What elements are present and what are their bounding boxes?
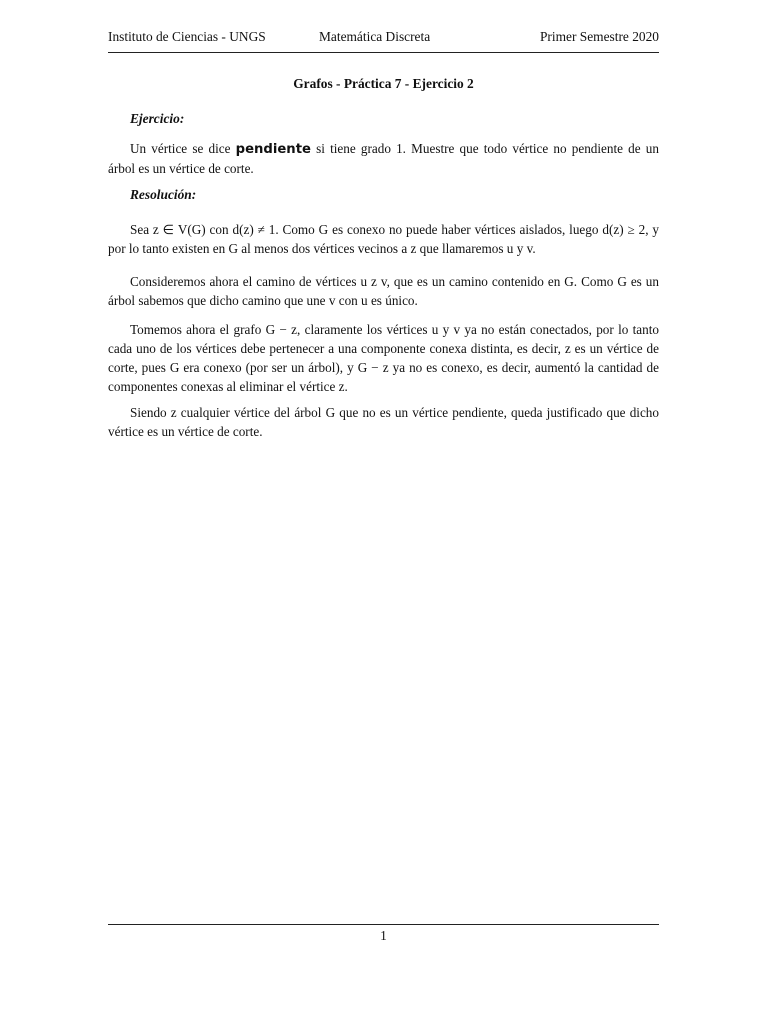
footer-rule	[108, 924, 659, 925]
exercise-bold-term: pendiente	[235, 142, 311, 157]
exercise-text-before: Un vértice se dice	[130, 141, 236, 156]
document-page	[108, 0, 659, 1024]
running-header	[108, 29, 659, 51]
header-semester: Primer Semestre 2020	[539, 29, 659, 44]
header-institution: Instituto de Ciencias - UNGS	[108, 29, 266, 44]
resolution-paragraph-1: Sea z ∈ V(G) con d(z) ≠ 1. Como G es conexo no puede haber vértices aislados, luego d(z) ≥ 2, y por lo tanto existen en G al menos dos vértices vecinos a z que llamaremos u y v.	[108, 222, 659, 256]
resolution-paragraph-2: Consideremos ahora el camino de vértices u z v, que es un camino contenido en G. Como G es un árbol sabemos que dicho camino que une v con u es único.	[108, 274, 659, 308]
page-number: 1	[380, 928, 387, 943]
header-rule	[108, 52, 659, 53]
resolution-paragraph-4: Siendo z cualquier vértice del árbol G que no es un vértice pendiente, queda justificado que dicho vértice es un vértice de corte.	[108, 405, 659, 439]
exercise-statement	[108, 139, 659, 178]
exercise-text-after: si tiene grado 1. Muestre que todo vértice no pendiente de un árbol es un vértice de corte.	[108, 141, 659, 176]
document-title: Grafos - Práctica 7 - Ejercicio 2	[293, 76, 474, 91]
resolution-paragraph-3: Tomemos ahora el grafo G − z, claramente los vértices u y v ya no están conectados, por lo tanto cada uno de los vértices debe pertenecer a una componente conexa distinta, es decir, z es un vértice de corte, pues G era conexo (por ser un árbol), y G − z ya no es conexo, es decir, aumentó la cantidad de componentes conexas al eliminar el vértice z.	[108, 322, 659, 394]
resolution-heading: Resolución:	[130, 187, 197, 202]
exercise-heading: Ejercicio:	[130, 111, 185, 126]
header-course: Matemática Discreta	[319, 29, 431, 44]
